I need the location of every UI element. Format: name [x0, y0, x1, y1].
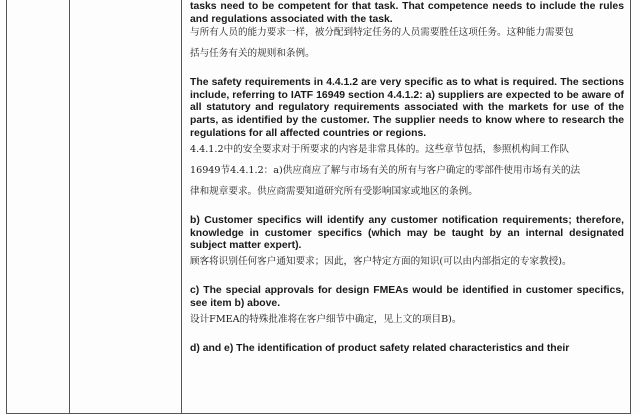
table-cell-left — [7, 0, 70, 414]
paragraph-safety-characteristics-en: d) and e) The identification of product safety related characteristics and their — [190, 343, 570, 355]
cell-content — [182, 0, 630, 356]
paragraph-customer-specifics-zh: 顾客将识别任何客户通知要求；因此，客户特定方面的知识(可以由内部指定的专家教授)。 — [190, 255, 572, 267]
paragraph-safety-zh-line2: 16949节4.4.1.2：a)供应商应了解与市场有关的所有与客户确定的零部件使用市场有关的法 — [190, 165, 581, 177]
paragraph-competence-zh-line2: 括与任务有关的规则和条例。 — [190, 48, 315, 60]
paragraph-fmea-en: c) The special approvals for design FMEAs would be identified in customer specifics, see item b) above. — [190, 284, 624, 309]
table-cell-content — [182, 0, 631, 414]
table-row — [7, 0, 631, 414]
table-cell-middle — [70, 0, 182, 414]
paragraph-competence-zh-line1: 与所有人员的能力要求一样，被分配到特定任务的人员需要胜任这项任务。这种能力需要包 — [190, 27, 574, 39]
paragraph-fmea-zh: 设计FMEA的特殊批准将在客户细节中确定，见上文的项目B)。 — [190, 314, 462, 326]
paragraph-safety-zh-line1: 4.4.1.2中的安全要求对于所要求的内容是非常具体的。这些章节包括，参照机构间工作队 — [190, 144, 569, 156]
requirements-table — [6, 0, 631, 414]
paragraph-safety-en: The safety requirements in 4.4.1.2 are very specific as to what is required. The sections include, referring to IATF 16949 section 4.4.1.2: a) suppliers are expected to be aware of all statutory and regulatory requirements associated with the markets for use of the parts, as identified by the customer. The supplier needs to know where to research the regulations for all affected countries or regions. — [190, 77, 624, 139]
paragraph-customer-specifics-en: b) Customer specifics will identify any customer notification requirements; therefore, knowledge in customer specifics (which may be taught by an internal designated subject matter expert). — [190, 215, 624, 252]
paragraph-safety-zh-line3: 律和规章要求。供应商需要知道研究所有受影响国家或地区的条例。 — [190, 186, 478, 198]
paragraph-competence-en: tasks need to be competent for that task. That competence needs to include the rules and regulations associated with the task. — [190, 1, 624, 25]
